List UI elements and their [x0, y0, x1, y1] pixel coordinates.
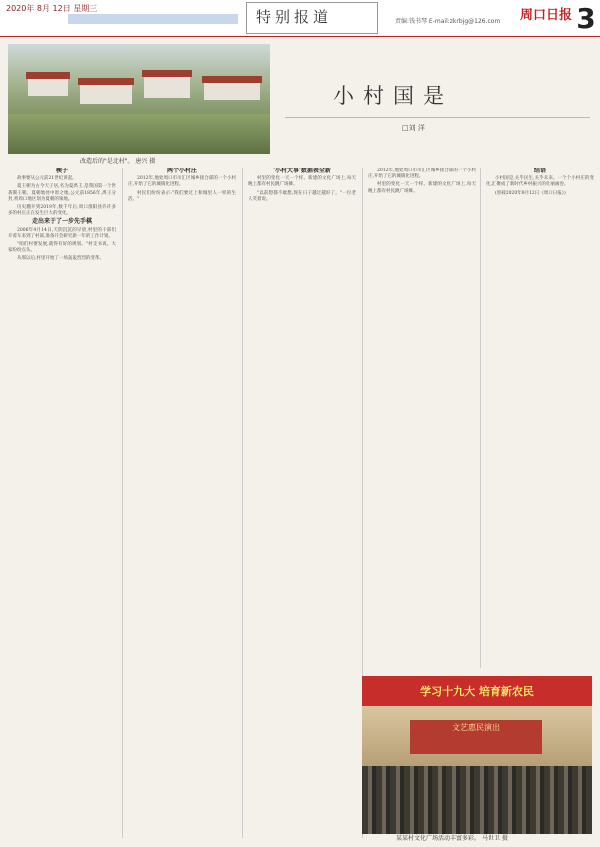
page-number: 3	[572, 0, 600, 38]
column-divider	[242, 168, 243, 838]
byline: □刘 洋	[402, 124, 425, 132]
section-title: 特别报道	[256, 8, 333, 26]
banner-text: 学习十九大 培育新农民	[420, 685, 534, 698]
column-subhead: '小村大事'数据表全新	[273, 168, 331, 174]
paragraph: 2006年4月14日,天阴沉沉的早晨,村里的干部们开着车来到了村部,准备开会研究新一年的工作计划。	[8, 227, 116, 239]
column-subhead: 走出来于了一步先手棋	[31, 218, 92, 226]
paper-logo: 周口日报	[520, 8, 573, 23]
paragraph: 村里的变化一天一个样。新建的文化广场上,每天晚上都有村民跳广场舞。	[368, 182, 476, 194]
paragraph: 从那以后,村里开始了一场轰轰烈烈的变革。	[17, 256, 104, 262]
title-rule	[285, 117, 590, 118]
article-column-5	[486, 168, 594, 668]
column-divider	[122, 168, 123, 838]
masthead	[0, 0, 600, 38]
audience-crowd	[362, 766, 592, 834]
column-divider	[480, 168, 481, 668]
story-title: 小村国是	[333, 84, 453, 108]
paragraph: "以前想都不敢想,现在日子越过越好了。"一位老人笑着说。	[248, 190, 356, 202]
masthead-nav-strip	[68, 14, 238, 24]
paragraph: "咱们村要发展,就得有好的规划。"村支书说。大家纷纷点头。	[8, 242, 116, 254]
issue-date: 2020年 8月 12日 星期三	[6, 4, 98, 13]
article-column-3	[248, 168, 356, 205]
article-column-1	[8, 168, 116, 265]
paragraph: 村里的变化一天一个样。新建的文化广场上,每天晚上都有村民跳广场舞。	[248, 176, 356, 188]
column-subhead: 两个小村庄	[166, 168, 197, 174]
column-subhead: 结语	[533, 168, 546, 174]
paragraph: 历史翻开到2019年,数千年后,周口淮阳县许许多多的村庄正在发生巨大的变化。	[8, 205, 116, 217]
paragraph: 2012年,地处周口市川汇区城乡接合部的一个小村庄,开始了它的城镇化进程。	[368, 168, 476, 180]
paragraph: 夏王朝为古今天子居,名为夏禹王,是我国第一个世袭制王朝。夏朝地处中原之地,公元前1856年,禹王分封,将周口地区划为夏朝的领地。	[8, 184, 116, 202]
paragraph: (原载2020年8月12日《周口日报》)	[495, 190, 566, 196]
bottom-photo-caption: 某某村文化广场活动丰富多彩。 马世卫 摄	[396, 835, 508, 842]
paragraph: 村民们纷纷表示:"我们要过上和城里人一样的生活。"	[128, 190, 236, 202]
village-aerial-photo	[8, 44, 270, 154]
article-column-4	[368, 168, 476, 668]
article-column-2	[128, 168, 236, 205]
top-photo-caption: 改造后的"是北村"。 唐兴 摄	[80, 158, 156, 165]
column-subhead: 楔子	[55, 168, 68, 174]
cultural-performance-photo	[362, 676, 592, 834]
paragraph: 小村国是,关乎民生,关乎未来。一个个小村庄的变化,汇聚成了新时代乡村振兴的壮丽画卷。	[486, 176, 594, 188]
editor-info: 责编:钱书琴 E-mail:zkrbjg@126.com	[395, 18, 501, 25]
masthead-rule	[0, 36, 600, 37]
stage-banner: 文艺惠民演出	[410, 720, 542, 754]
paragraph: 2012年,地处周口市川汇区城乡接合部的一个小村庄,开始了它的城镇化进程。	[128, 176, 236, 188]
paragraph: 故事要从公元前21世纪讲起。	[17, 176, 77, 182]
